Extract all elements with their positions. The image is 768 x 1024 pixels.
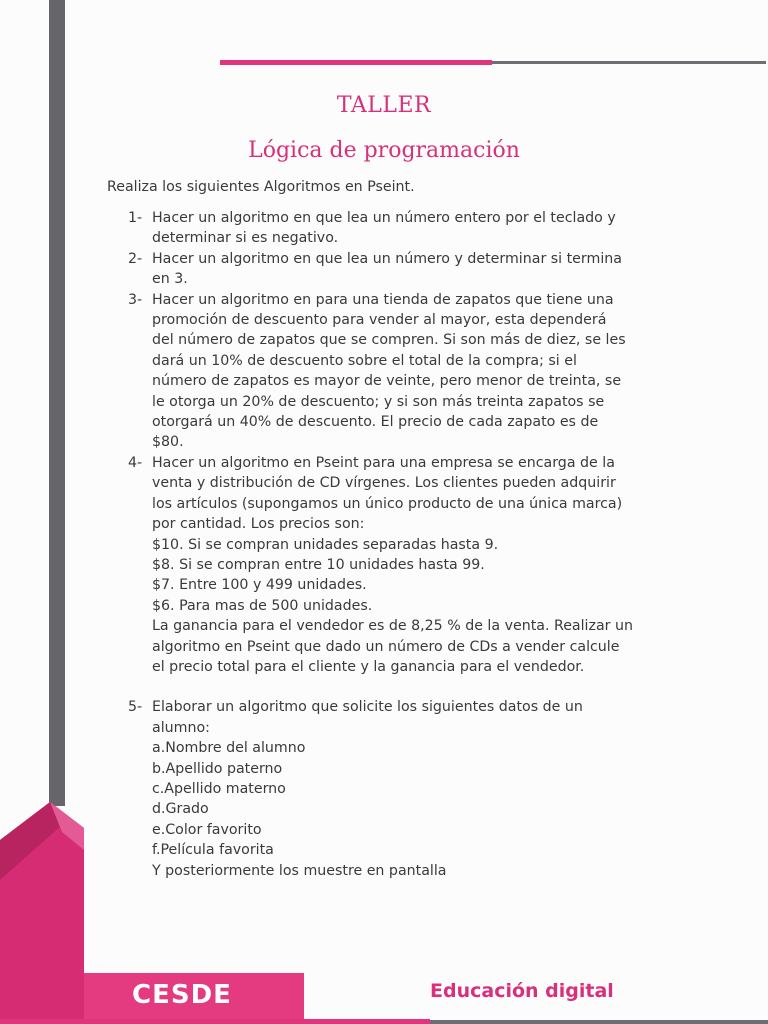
item-line: determinar si es negativo.	[152, 230, 339, 247]
item-line: c.Apellido materno	[152, 780, 286, 797]
item-line: en 3.	[152, 271, 188, 288]
item-body	[152, 249, 688, 290]
item-line: alumno:	[152, 719, 210, 736]
top-rule-accent	[220, 60, 492, 65]
item-line: el precio total para el cliente y la ganancia para el vendedor.	[152, 658, 585, 675]
item-line: b.Apellido paterno	[152, 760, 283, 777]
item-line: $10. Si se compran unidades separadas hasta 9.	[152, 536, 499, 553]
footer-rule	[430, 1020, 768, 1024]
item-line: e.Color favorito	[152, 821, 262, 838]
item-line: otorgará un 40% de descuento. El precio de cada zapato es de	[152, 414, 599, 431]
item-line: del número de zapatos que se compren. Si son más de diez, se les	[152, 332, 626, 349]
item-line: los artículos (supongamos un único producto de una única marca)	[152, 495, 623, 512]
item-line: $6. Para mas de 500 unidades.	[152, 597, 373, 614]
item-line: a.Nombre del alumno	[152, 740, 306, 757]
item-line: Hacer un algoritmo en Pseint para una empresa se encarga de la	[152, 454, 615, 471]
item-line: f.Película favorita	[152, 842, 274, 859]
item-body	[152, 208, 688, 249]
page-subtitle: Lógica de programación	[248, 138, 520, 163]
item-line: venta y distribución de CD vírgenes. Los clientes pueden adquirir	[152, 475, 616, 492]
item-line: por cantidad. Los precios son:	[152, 516, 365, 533]
item-line: dará un 10% de descuento sobre el total de la compra; si el	[152, 352, 577, 369]
item-line: le otorga un 20% de descuento; y si son más treinta zapatos se	[152, 393, 605, 410]
item-number: 5-	[128, 699, 143, 716]
list-item	[128, 453, 688, 677]
item-body	[152, 290, 688, 453]
item-line: $8. Si se compran entre 10 unidades hasta 99.	[152, 556, 485, 573]
list-item	[128, 249, 688, 290]
list-item	[128, 208, 688, 249]
item-line: Hacer un algoritmo en que lea un número y determinar si termina	[152, 250, 622, 267]
item-number: 1-	[128, 210, 143, 226]
list-item	[128, 290, 688, 453]
item-body	[152, 453, 688, 677]
item-line: $7. Entre 100 y 499 unidades.	[152, 577, 367, 594]
item-line: algoritmo en Pseint que dado un número de CDs a vender calcule	[152, 638, 620, 655]
item-line: La ganancia para el vendedor es de 8,25 % de la venta. Realizar un	[152, 618, 633, 635]
spacer	[128, 677, 688, 697]
page-title: TALLER	[336, 93, 432, 118]
footer-tagline: Educación digital	[430, 980, 614, 1002]
item-line: $80.	[152, 434, 184, 451]
footer-rule-accent	[0, 1019, 430, 1024]
item-number: 3-	[128, 291, 143, 308]
item-line: Y posteriormente los muestre en pantalla	[152, 862, 447, 879]
item-line: Hacer un algoritmo en para una tienda de zapatos que tiene una	[152, 291, 614, 308]
item-line: número de zapatos es mayor de veinte, pero menor de treinta, se	[152, 373, 622, 390]
intro-text: Realiza los siguientes Algoritmos en Pseint.	[107, 179, 415, 195]
side-band	[49, 0, 65, 806]
item-number: 2-	[128, 250, 143, 267]
cesde-logo: CESDE	[132, 980, 232, 1010]
item-line: d.Grado	[152, 801, 209, 818]
item-line: Elaborar un algoritmo que solicite los siguientes datos de un	[152, 699, 583, 716]
item-number: 4-	[128, 454, 143, 471]
top-rule	[492, 61, 766, 64]
item-line: Hacer un algoritmo en que lea un número entero por el teclado y	[152, 210, 616, 226]
item-line: promoción de descuento para vender al mayor, esta dependerá	[152, 312, 607, 329]
